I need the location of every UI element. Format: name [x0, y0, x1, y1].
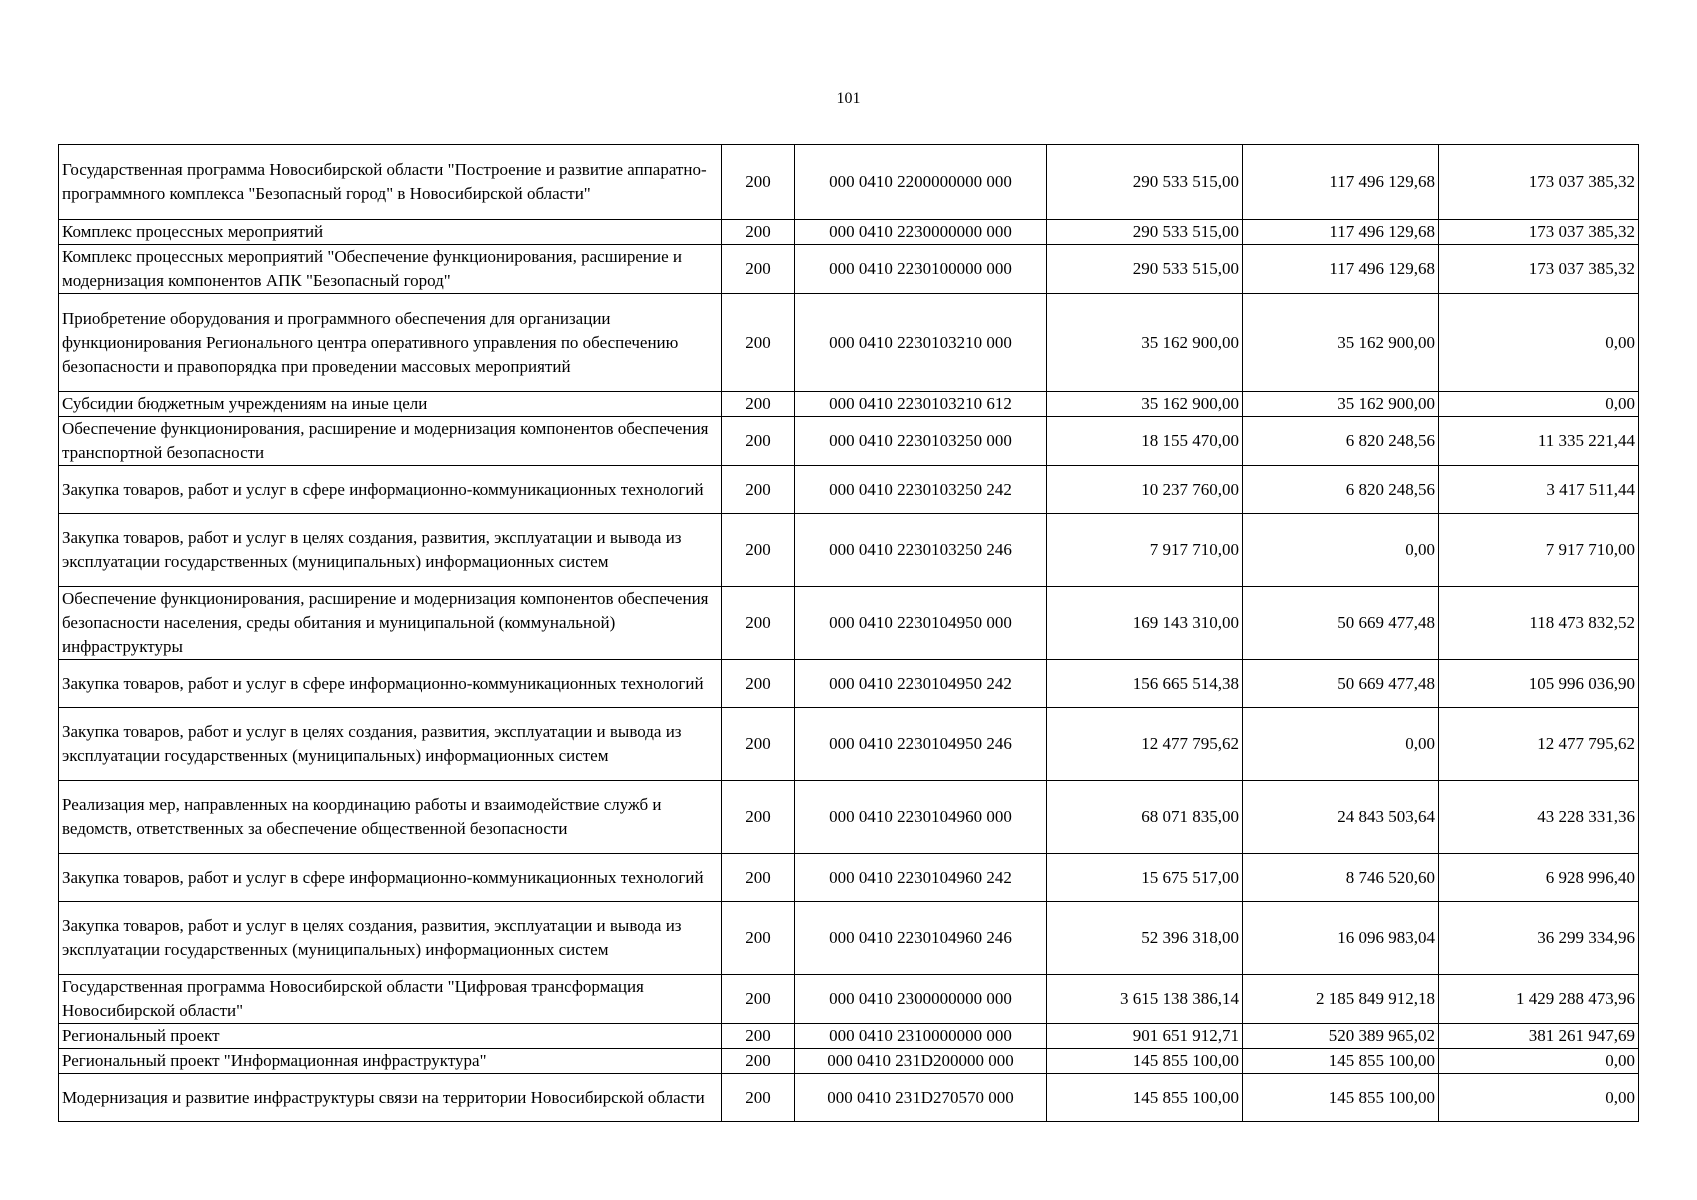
row-admin-cell: 200: [722, 587, 795, 660]
row-exec-cell: 117 496 129,68: [1243, 245, 1439, 294]
row-plan-cell: 35 162 900,00: [1047, 392, 1243, 417]
row-code-cell: 000 0410 2230103210 000: [795, 294, 1047, 392]
row-plan-cell: 290 533 515,00: [1047, 245, 1243, 294]
row-plan-cell: 68 071 835,00: [1047, 781, 1243, 854]
row-rest-cell: 43 228 331,36: [1439, 781, 1639, 854]
row-rest-cell: 0,00: [1439, 294, 1639, 392]
row-exec-cell: 145 855 100,00: [1243, 1049, 1439, 1074]
row-admin-cell: 200: [722, 1074, 795, 1122]
row-exec-cell: 6 820 248,56: [1243, 417, 1439, 466]
row-admin-cell: 200: [722, 145, 795, 220]
row-rest-cell: 173 037 385,32: [1439, 145, 1639, 220]
row-plan-cell: 901 651 912,71: [1047, 1024, 1243, 1049]
row-plan-cell: 15 675 517,00: [1047, 854, 1243, 902]
row-plan-cell: 3 615 138 386,14: [1047, 975, 1243, 1024]
row-rest-cell: 0,00: [1439, 392, 1639, 417]
row-code-cell: 000 0410 2230103250 000: [795, 417, 1047, 466]
table-row: [59, 587, 1639, 660]
row-admin-cell: 200: [722, 781, 795, 854]
row-admin-cell: 200: [722, 466, 795, 514]
row-rest-cell: 36 299 334,96: [1439, 902, 1639, 975]
row-plan-cell: 7 917 710,00: [1047, 514, 1243, 587]
row-exec-cell: 117 496 129,68: [1243, 145, 1439, 220]
row-plan-cell: 52 396 318,00: [1047, 902, 1243, 975]
row-exec-cell: 2 185 849 912,18: [1243, 975, 1439, 1024]
table-row: [59, 220, 1639, 245]
page-number: 101: [836, 90, 861, 107]
row-name-cell: Комплекс процессных мероприятий "Обеспечение функционирования, расширение и модернизация компонентов АПК "Безопасный город": [59, 245, 722, 294]
table-row: [59, 1024, 1639, 1049]
row-admin-cell: 200: [722, 1049, 795, 1074]
row-admin-cell: 200: [722, 975, 795, 1024]
table-row: [59, 145, 1639, 220]
row-exec-cell: 6 820 248,56: [1243, 466, 1439, 514]
table-row: [59, 245, 1639, 294]
table-row: [59, 660, 1639, 708]
table-row: [59, 417, 1639, 466]
row-code-cell: 000 0410 2230000000 000: [795, 220, 1047, 245]
row-code-cell: 000 0410 231D270570 000: [795, 1074, 1047, 1122]
row-code-cell: 000 0410 2200000000 000: [795, 145, 1047, 220]
row-name-cell: Обеспечение функционирования, расширение и модернизация компонентов обеспечения безопасности населения, среды обитания и муниципальной (коммунальной) инфраструктуры: [59, 587, 722, 660]
row-name-cell: Модернизация и развитие инфраструктуры связи на территории Новосибирской области: [59, 1074, 722, 1122]
row-exec-cell: 145 855 100,00: [1243, 1074, 1439, 1122]
row-rest-cell: 12 477 795,62: [1439, 708, 1639, 781]
row-name-cell: Государственная программа Новосибирской области "Цифровая трансформация Новосибирской области": [59, 975, 722, 1024]
row-admin-cell: 200: [722, 220, 795, 245]
row-rest-cell: 1 429 288 473,96: [1439, 975, 1639, 1024]
row-admin-cell: 200: [722, 854, 795, 902]
row-rest-cell: 173 037 385,32: [1439, 245, 1639, 294]
row-code-cell: 000 0410 2230104960 000: [795, 781, 1047, 854]
row-rest-cell: 7 917 710,00: [1439, 514, 1639, 587]
row-exec-cell: 24 843 503,64: [1243, 781, 1439, 854]
row-plan-cell: 145 855 100,00: [1047, 1049, 1243, 1074]
row-admin-cell: 200: [722, 417, 795, 466]
row-plan-cell: 10 237 760,00: [1047, 466, 1243, 514]
table-row: [59, 1049, 1639, 1074]
row-exec-cell: 16 096 983,04: [1243, 902, 1439, 975]
row-exec-cell: 8 746 520,60: [1243, 854, 1439, 902]
row-rest-cell: 173 037 385,32: [1439, 220, 1639, 245]
row-name-cell: Субсидии бюджетным учреждениям на иные цели: [59, 392, 722, 417]
table-row: [59, 294, 1639, 392]
row-name-cell: Комплекс процессных мероприятий: [59, 220, 722, 245]
row-name-cell: Обеспечение функционирования, расширение и модернизация компонентов обеспечения транспортной безопасности: [59, 417, 722, 466]
row-name-cell: Закупка товаров, работ и услуг в сфере информационно-коммуникационных технологий: [59, 466, 722, 514]
row-admin-cell: 200: [722, 392, 795, 417]
row-rest-cell: 6 928 996,40: [1439, 854, 1639, 902]
row-code-cell: 000 0410 2230100000 000: [795, 245, 1047, 294]
row-exec-cell: 520 389 965,02: [1243, 1024, 1439, 1049]
row-exec-cell: 117 496 129,68: [1243, 220, 1439, 245]
row-code-cell: 000 0410 2230103210 612: [795, 392, 1047, 417]
table-row: [59, 466, 1639, 514]
table-row: [59, 708, 1639, 781]
row-admin-cell: 200: [722, 245, 795, 294]
row-admin-cell: 200: [722, 294, 795, 392]
row-rest-cell: 105 996 036,90: [1439, 660, 1639, 708]
table-row: [59, 514, 1639, 587]
row-name-cell: Закупка товаров, работ и услуг в сфере информационно-коммуникационных технологий: [59, 660, 722, 708]
table-row: [59, 902, 1639, 975]
row-plan-cell: 169 143 310,00: [1047, 587, 1243, 660]
table-row: [59, 854, 1639, 902]
row-code-cell: 000 0410 2230104960 242: [795, 854, 1047, 902]
row-code-cell: 000 0410 2230103250 246: [795, 514, 1047, 587]
table-row: [59, 1074, 1639, 1122]
row-code-cell: 000 0410 2310000000 000: [795, 1024, 1047, 1049]
row-name-cell: Государственная программа Новосибирской области "Построение и развитие аппаратно-программного комплекса "Безопасный город" в Новосибирской области": [59, 145, 722, 220]
row-plan-cell: 18 155 470,00: [1047, 417, 1243, 466]
row-code-cell: 000 0410 2230104960 246: [795, 902, 1047, 975]
row-admin-cell: 200: [722, 514, 795, 587]
row-code-cell: 000 0410 2230104950 246: [795, 708, 1047, 781]
row-code-cell: 000 0410 2230104950 000: [795, 587, 1047, 660]
row-plan-cell: 35 162 900,00: [1047, 294, 1243, 392]
row-rest-cell: 11 335 221,44: [1439, 417, 1639, 466]
row-name-cell: Региональный проект: [59, 1024, 722, 1049]
row-rest-cell: 0,00: [1439, 1049, 1639, 1074]
row-exec-cell: 50 669 477,48: [1243, 660, 1439, 708]
table-row: [59, 781, 1639, 854]
table-body: [59, 145, 1639, 1122]
row-code-cell: 000 0410 2230103250 242: [795, 466, 1047, 514]
row-name-cell: Реализация мер, направленных на координацию работы и взаимодействие служб и ведомств, ответственных за обеспечение общественной безопасности: [59, 781, 722, 854]
row-name-cell: Закупка товаров, работ и услуг в целях создания, развития, эксплуатации и вывода из эксплуатации государственных (муниципальных) информационных систем: [59, 708, 722, 781]
row-code-cell: 000 0410 2300000000 000: [795, 975, 1047, 1024]
row-plan-cell: 12 477 795,62: [1047, 708, 1243, 781]
row-plan-cell: 290 533 515,00: [1047, 145, 1243, 220]
row-exec-cell: 0,00: [1243, 708, 1439, 781]
row-name-cell: Закупка товаров, работ и услуг в сфере информационно-коммуникационных технологий: [59, 854, 722, 902]
row-admin-cell: 200: [722, 1024, 795, 1049]
row-plan-cell: 145 855 100,00: [1047, 1074, 1243, 1122]
row-rest-cell: 381 261 947,69: [1439, 1024, 1639, 1049]
row-admin-cell: 200: [722, 708, 795, 781]
row-exec-cell: 50 669 477,48: [1243, 587, 1439, 660]
row-name-cell: Закупка товаров, работ и услуг в целях создания, развития, эксплуатации и вывода из эксплуатации государственных (муниципальных) информационных систем: [59, 902, 722, 975]
row-name-cell: Региональный проект "Информационная инфраструктура": [59, 1049, 722, 1074]
row-name-cell: Закупка товаров, работ и услуг в целях создания, развития, эксплуатации и вывода из эксплуатации государственных (муниципальных) информационных систем: [59, 514, 722, 587]
row-rest-cell: 3 417 511,44: [1439, 466, 1639, 514]
row-rest-cell: 0,00: [1439, 1074, 1639, 1122]
row-admin-cell: 200: [722, 660, 795, 708]
row-code-cell: 000 0410 2230104950 242: [795, 660, 1047, 708]
row-exec-cell: 35 162 900,00: [1243, 294, 1439, 392]
row-code-cell: 000 0410 231D200000 000: [795, 1049, 1047, 1074]
row-rest-cell: 118 473 832,52: [1439, 587, 1639, 660]
table-row: [59, 392, 1639, 417]
row-name-cell: Приобретение оборудования и программного обеспечения для организации функционирования Регионального центра оперативного управления по обеспечению безопасности и правопорядка при проведении массовых мероприятий: [59, 294, 722, 392]
row-exec-cell: 35 162 900,00: [1243, 392, 1439, 417]
row-exec-cell: 0,00: [1243, 514, 1439, 587]
budget-table: [58, 144, 1639, 1122]
row-plan-cell: 290 533 515,00: [1047, 220, 1243, 245]
table-row: [59, 975, 1639, 1024]
row-admin-cell: 200: [722, 902, 795, 975]
row-plan-cell: 156 665 514,38: [1047, 660, 1243, 708]
